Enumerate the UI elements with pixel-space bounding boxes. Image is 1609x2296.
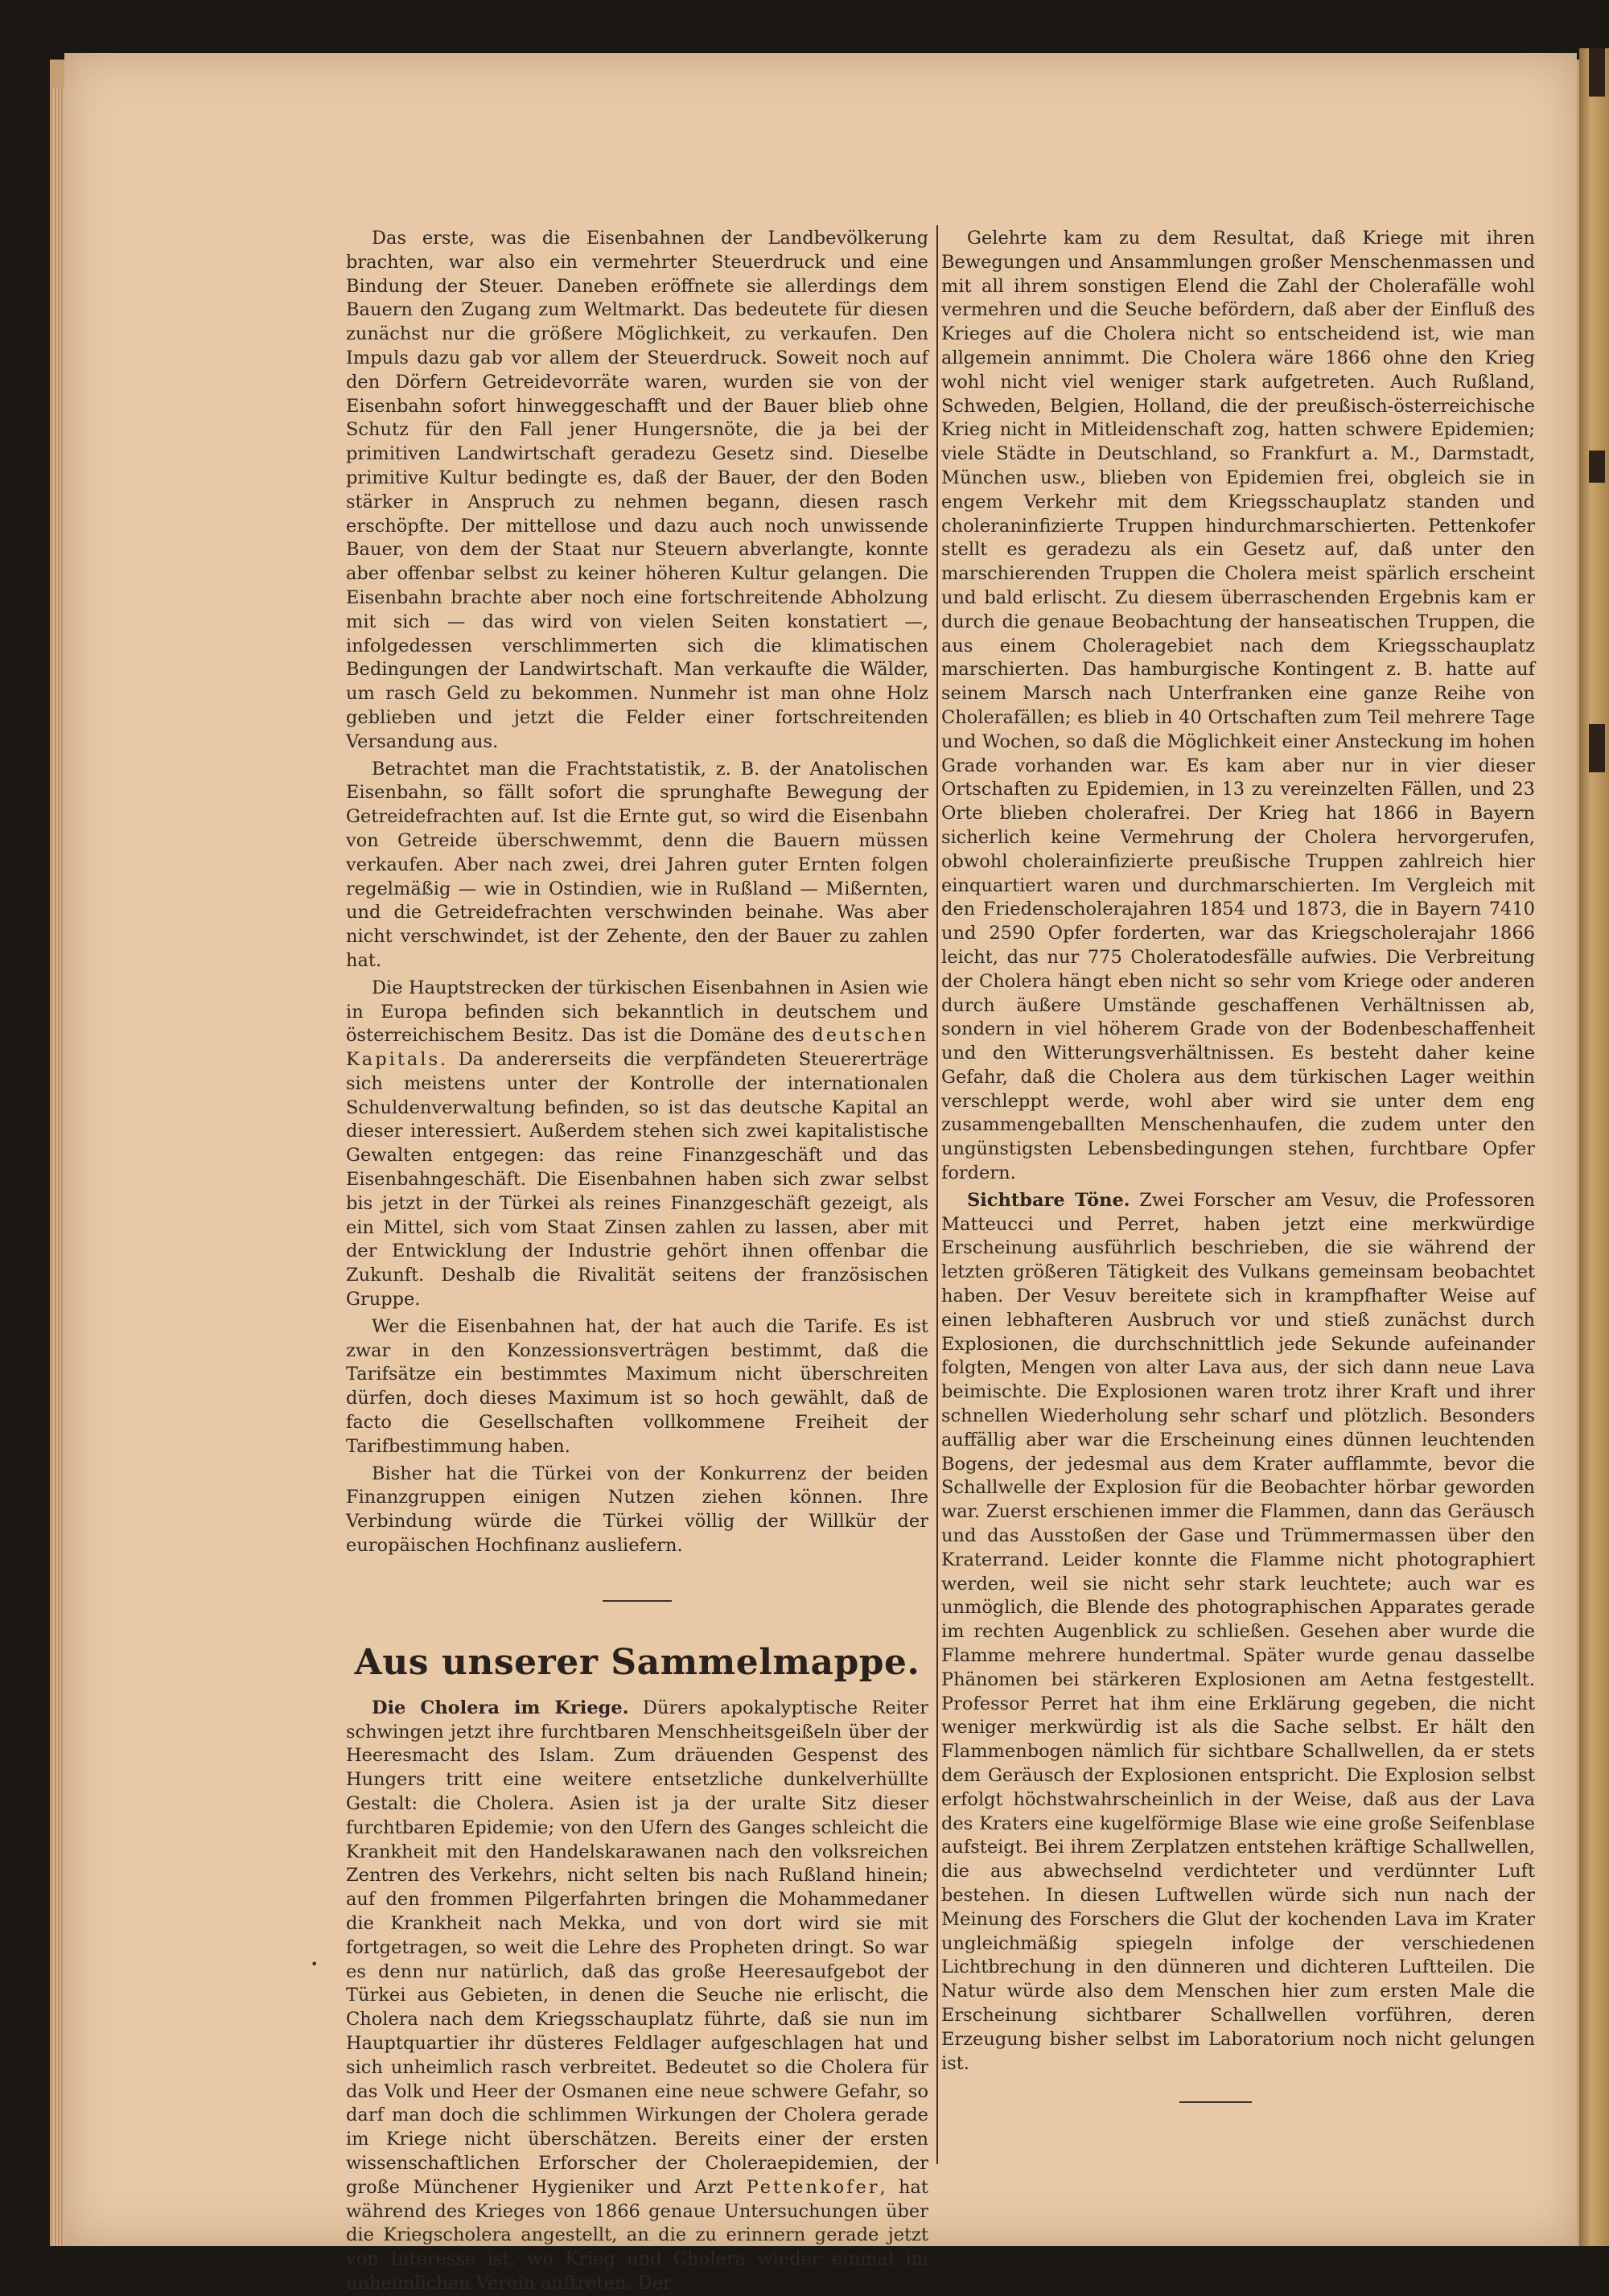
article-paragraph: Die Cholera im Kriege. Dürers apokalyptische Reiter schwingen jetzt ihre furchtbaren Menschheitsgeißeln über der Heeresmacht des Islam. Zum dräuenden Gespenst des Hungers tritt eine weitere entsetzliche dunkelverhüllte Gestalt: die Cholera. Asien ist ja der uralte Sitz dieser furchtbaren Epidemie; von den Ufern des Ganges schleicht die Krankheit mit den Handelskarawanen nach den volksreichen Zentren des Verkehrs, nicht selten bis nach Rußland hinein; auf den frommen Pilgerfahrten bringen die Mohammedaner die Krankheit nach Mekka, und von dort wird sie mit fortgetragen, so weit die Lehre des Propheten dringt. So war es denn nur natürlich, daß das große Heeresaufgebot der Türkei aus Gebieten, in denen die Seuche nie erlischt, die Cholera nach dem Kriegsschauplatz führte, daß sie nun im Hauptquartier ihr düsteres Feldlager aufgeschlagen hat und sich unheimlich rasch verbreitet. Bedeutet so die Cholera für das Volk und Heer der Osmanen eine neue schwere Gefahr, so darf man doch die schlimmen Wirkungen der Cholera gerade im Kriege nicht überschätzen. Bereits einer der ersten wissenschaftlichen Erforscher der Choleraepidemien, der große Münchener Hygieniker und Arzt Pettenkofer, hat während des Krieges von 1866 genaue Untersuchungen über die Kriegscholera angestellt, an die zu erinnern gerade jetzt von Interesse ist, wo Krieg und Cholera wieder einmal im unheimlichen Verein auftreten. Der (346, 1697, 929, 2294)
right-column (941, 227, 1535, 2076)
paragraph: Wer die Eisenbahnen hat, der hat auch die Tarife. Es ist zwar in den Konzessionsverträgen bestimmt, daß die Tarifsätze ein bestimmtes Maximum nicht überschreiten dürfen, doch dieses Maximum ist so hoch gewählt, daß de facto die Gesellschaften vollkommene Freiheit der Tarifbestimmung haben. (346, 1315, 928, 1457)
article-paragraph: Sichtbare Töne. Zwei Forscher am Vesuv, die Professoren Matteucci und Perret, haben jetzt eine merkwürdige Erscheinung ausführlich beschrieben, die sie während der letzten größeren Tätigkeit des Vulkans gemeinsam beobachtet haben. Der Vesuv bereitete sich in krampfhafter Weise auf einen lebhafteren Ausbruch vor und stieß zunächst durch Explosionen, die durchschnittlich jede Sekunde aufeinander folgten, Mengen von alter Lava aus, der sich dann neue Lava beimischte. Die Explosionen waren trotz ihrer Kraft und ihrer schnellen Wiederholung sehr scharf und plötzlich. Besonders auffällig aber war die Erscheinung eines dünnen leuchtenden Bogens, der jedesmal aus dem Krater aufflammte, bevor die Schallwelle der Explosion für die Beobachter hörbar geworden war. Zuerst erschienen immer die Flammen, dann das Geräusch und das Ausstoßen der Gase und Trümmermassen über den Kraterrand. Leider konnte die Flamme nicht photographiert werden, weil sie nicht sehr stark leuchtete; auch war es unmöglich, die Blende des photographischen Apparates gerade im rechten Augenblick zu schließen. Gesehen aber wurde die Flamme mehrere hundertmal. Später wurde genau dasselbe Phänomen bei stärkeren Explosionen am Aetna festgestellt. Professor Perret hat ihm eine Erklärung gegeben, die nicht weniger merkwürdig ist als die Sache selbst. Er hält den Flammenbogen nämlich für sichtbare Schallwellen, da er stets dem Geräusch der Explosionen entspricht. Die Explosion selbst erfolgt höchstwahrscheinlich in der Weise, daß aus der Lava des Kraters eine kugelförmige Blase wie eine große Seifenblase aufsteigt. Bei ihrem Zerplatzen entstehen kräftige Schallwellen, die aus abwechselnd verdichteter und verdünnter Luft bestehen. In diesen Luftwellen würde sich nun nach der Meinung des Forschers die Glut der kochenden Lava im Krater ungleichmäßig spiegeln infolge der verschiedenen Lichtbrechung in den dünneren und dichteren Luftteilen. Die Natur würde also dem Menschen hier zum ersten Male die Erscheinung sichtbarer Schallwellen vorführen, deren Erzeugung bisher selbst im Laboratorium noch nicht gelungen ist. (941, 1189, 1536, 2074)
emphasis: deutschen Kapitals (346, 1025, 928, 1071)
article-lead: Die Cholera im Kriege. (372, 1697, 629, 1718)
emphasis: Pettenkofer (746, 2176, 880, 2198)
margin-dot: • (311, 1957, 319, 1972)
paragraph: Die Hauptstrecken der türkischen Eisenbahnen in Asien wie in Europa befinden sich bekanntlich in deutschem und österreichischem Besitz. Das ist die Domäne des deutschen Kapitals. Da andererseits die verpfändeten Steuererträge sich meistens unter der Kontrolle der internationalen Schuldenverwaltung befinden, so ist das deutsche Kapital an dieser interessiert. Außerdem stehen sich zwei kapitalistische Gewalten entgegen: das reine Finanzgeschäft und das Eisenbahngeschäft. Die Eisenbahnen haben sich zwar selbst bis jetzt in der Türkei als reines Finanzgeschäft gezeigt, als ein Mittel, sich vom Staat Zinsen zahlen zu lassen, aber mit der Entwicklung der Industrie gehört ihnen offenbar die Zukunft. Deshalb die Rivalität seitens der französischen Gruppe. (346, 977, 928, 1311)
adjacent-page-mark (1589, 724, 1605, 772)
article-lead: Sichtbare Töne. (967, 1189, 1130, 1211)
section-divider (603, 1600, 672, 1602)
end-rule (1179, 2101, 1252, 2103)
adjacent-page-mark (1589, 451, 1605, 483)
paragraph: Das erste, was die Eisenbahnen der Landbevölkerung brachten, war also ein vermehrter Steuerdruck und eine Bindung der Steuer. Daneben eröffnete sie allerdings dem Bauern den Zugang zum Weltmarkt. Das bedeutete für diesen zunächst nur die größere Möglichkeit, zu verkaufen. Den Impuls dazu gab vor allem der Steuerdruck. Soweit noch auf den Dörfern Getreidevorräte waren, wurden sie von der Eisenbahn sofort hinweggeschafft und der Bauer blieb ohne Schutz für den Fall jener Hungersnöte, die ja bei der primitiven Landwirtschaft geradezu Gesetz sind. Dieselbe primitive Kultur bedingte es, daß der Bauer, der den Boden stärker in Anspruch zu nehmen begann, diesen rasch erschöpfte. Der mittellose und dazu auch noch unwissende Bauer, von dem der Staat nur Steuern abverlangte, konnte aber offenbar selbst zu keiner höheren Kultur gelangen. Die Eisenbahn brachte aber noch eine fortschreitende Abholzung mit sich — das wird von vielen Seiten konstatiert —, infolgedessen verschlimmerten sich die klimatischen Bedingungen der Landwirtschaft. Man verkaufte die Wälder, um rasch Geld zu bekommen. Nunmehr ist man ohne Holz geblieben und jetzt die Felder einer fortschreitenden Versandung aus. (346, 228, 928, 752)
adjacent-page-edge (1579, 48, 1609, 2246)
paragraph: Betrachtet man die Frachtstatistik, z. B. der Anatolischen Eisenbahn, so fällt sofort die sprunghafte Bewegung der Getreidefrachten auf. Ist die Ernte gut, so wird die Eisenbahn von Getreide überschwemmt, denn die Bauern müssen verkaufen. Aber nach zwei, drei Jahren guter Ernten folgen regelmäßig — wie in Ostindien, wie in Rußland — Mißernten, und die Getreidefrachten verschwinden beinahe. Was aber nicht verschwindet, ist der Zehente, den der Bauer zu zahlen hat. (346, 758, 928, 971)
page-stack-edge (53, 88, 64, 2246)
paragraph: Bisher hat die Türkei von der Konkurrenz der beiden Finanzgruppen einigen Nutzen ziehen können. Ihre Verbindung würde die Türkei völlig der Willkür der europäischen Hochfinanz ausliefern. (346, 1463, 928, 1557)
column-divider (936, 225, 938, 2164)
section-title: Aus unserer Sammelmappe. (354, 1641, 920, 1683)
paragraph: Gelehrte kam zu dem Resultat, daß Kriege mit ihren Bewegungen und Ansammlungen großer Menschenmassen und mit all ihrem sonstigen Elend die Zahl der Cholerafälle wohl vermehren und die Seuche befördern, daß aber der Einfluß des Krieges auf die Cholera nicht so entscheidend ist, wie man allgemein annimmt. Die Cholera wäre 1866 ohne den Krieg wohl nicht viel weniger stark aufgetreten. Auch Rußland, Schweden, Belgien, Holland, die der preußisch-österreichische Krieg nicht in Mitleidenschaft zog, hatten schwere Epidemien; viele Städte in Deutschland, so Frankfurt a. M., Darmstadt, München usw., blieben von Epidemien frei, obgleich sie in engem Verkehr mit dem Kriegsschauplatz standen und choleraninfizierte Truppen hindurchmarschierten. Pettenkofer stellt es geradezu als ein Gesetz auf, daß unter den marschierenden Truppen die Cholera meist spärlich erscheint und bald erlischt. Zu diesem überraschenden Ergebnis kam er durch die genaue Beobachtung der hanseatischen Truppen, die aus einem Choleragebiet nach dem Kriegsschauplatz marschierten. Das hamburgische Kontingent z. B. hatte auf seinem Marsch nach Unterfranken eine ganze Reihe von Cholerafällen; es blieb in 40 Ortschaften zum Teil mehrere Tage und Wochen, so daß die Möglichkeit einer Ansteckung im hohen Grade vorhanden war. Es kam aber nur in vier dieser Ortschaften zu Epidemien, in 13 zu vereinzelten Fällen, und 23 Orte blieben cholerafrei. Der Krieg hat 1866 in Bayern sicherlich keine Vermehrung der Cholera hervorgerufen, obwohl cholerainfizierte preußische Truppen zahlreich hier einquartiert waren und durchmarschierten. Im Vergleich mit den Friedenscholerajahren 1854 und 1873, die in Bayern 7410 und 2590 Opfer forderten, war das Kriegscholerajahr 1866 leicht, das nur 775 Choleratodesfälle aufwies. Die Verbreitung der Cholera hängt eben nicht so sehr vom Kriege oder anderen durch äußere Umstände geschaffenen Verhältnissen ab, sondern in viel höherem Grade von der Bodenbeschaffenheit und den Witterungsverhältnissen. Es besteht daher keine Gefahr, daß die Cholera aus dem türkischen Lager weithin verschleppt werde, wohl aber wird sie unter dem eng zusammengeballten Menschenhaufen, die zudem unter den ungünstigsten Lebensbedingungen stehen, furchtbare Opfer fordern. (941, 228, 1535, 1184)
left-column (346, 227, 928, 2296)
adjacent-page-mark (1589, 48, 1605, 97)
